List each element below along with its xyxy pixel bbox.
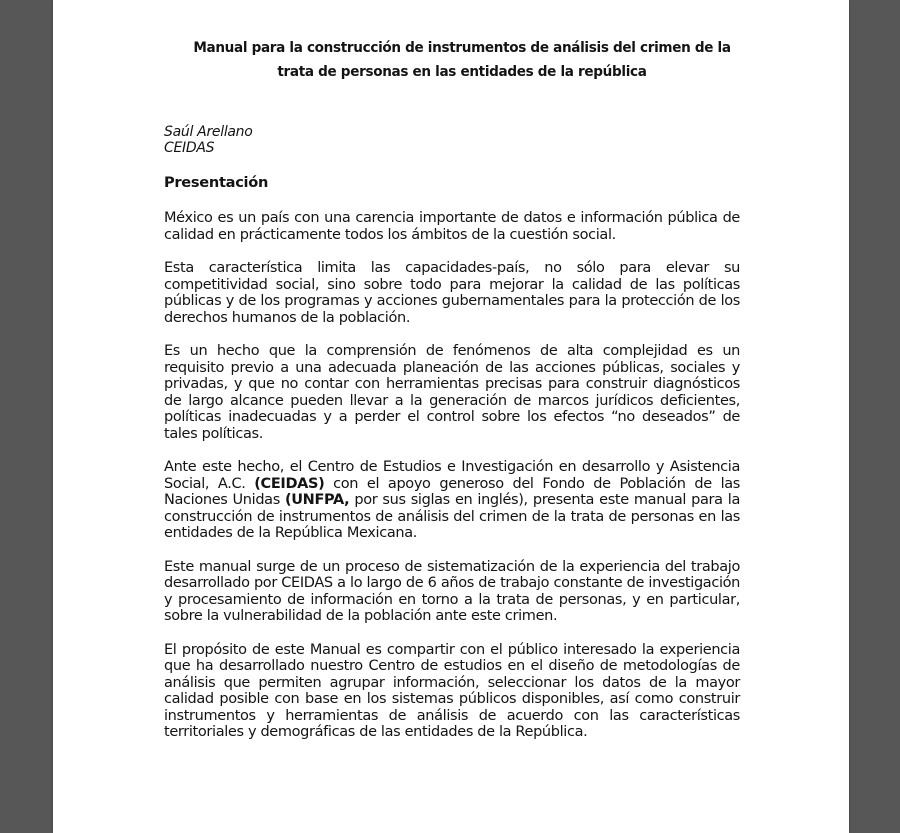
paragraph-segment-bold: (UNFPA, [284, 492, 350, 508]
author-block [164, 124, 740, 156]
section-heading: Presentación [164, 174, 269, 191]
paragraph: México es un país con una carencia importante de datos e información pública de calidad en prácticamente todos los ámbitos de la cuestión social. [164, 210, 740, 243]
paragraph [164, 459, 740, 542]
paragraph-segment-bold: (CEIDAS) [254, 475, 325, 492]
paragraph: Este manual surge de un proceso de sistematización de la experiencia del trabajo desarrollado por CEIDAS a lo largo de 6 años de trabajo constante de investigación y procesamiento de información en torno a la trata de personas, y en particular, sobre la vulnerabilidad de la población ante este crimen. [164, 558, 740, 624]
author-organization: CEIDAS [164, 140, 215, 156]
paragraph: El propósito de este Manual es compartir con el público interesado la experiencia que ha desarrollado nuestro Centro de estudios en el diseño de metodologías de análisis que permiten agrupar información, seleccionar los datos de la mayor calidad posible con base en los sistemas públicos disponibles, así como construir instrumentos y herramientas de análisis de acuerdo con las características territoriales y demográficas de las entidades de la República. [164, 641, 740, 740]
document-title: Manual para la construcción de instrumentos de análisis del crimen de la trata de personas en las entidades de la república [193, 39, 731, 80]
author-name: Saúl Arellano [164, 124, 253, 140]
document-page [53, 0, 849, 833]
paragraph-segment: por sus siglas en inglés), presenta este manual para la construcción de instrumentos de análisis del crimen de la trata de personas en las entidades de la República Mexicana. [164, 492, 740, 541]
page-content [164, 36, 740, 741]
paragraph: Esta característica limita las capacidades-país, no sólo para elevar su competitividad social, sino sobre todo para mejorar la calidad de las políticas públicas y de los programas y acciones gubernamentales para la protección de los derechos humanos de la población. [164, 260, 740, 326]
paragraph-segment: Ante este hecho, el Centro de Estudios e Investigación en desarrollo y Asistencia Social, A.C. [164, 459, 740, 492]
paragraph: Es un hecho que la comprensión de fenómenos de alta complejidad es un requisito previo a una adecuada planeación de las acciones públicas, sociales y privadas, y que no contar con herramientas precisas para construir diagnósticos de largo alcance pueden llevar a la generación de marcos jurídicos deficientes, políticas inadecuadas y a perder el control sobre los efectos “no deseados” de tales políticas. [164, 343, 740, 442]
paragraph-segment: con el apoyo generoso del Fondo de Población de las Naciones Unidas [164, 475, 740, 508]
